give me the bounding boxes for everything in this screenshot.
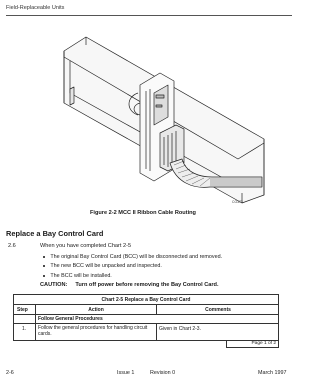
footer-date: March 1997 bbox=[258, 370, 287, 376]
caution-note bbox=[40, 282, 219, 288]
footer-issue: Issue 1 bbox=[117, 370, 135, 376]
running-header: Field-Replaceable Units bbox=[6, 5, 65, 11]
header-rule bbox=[6, 15, 292, 16]
bullet-list bbox=[43, 252, 222, 281]
procedure-table bbox=[13, 294, 279, 341]
bullet-icon bbox=[43, 275, 45, 277]
figure-caption: Figure 2-2 MCC II Ribbon Cable Routing bbox=[90, 210, 196, 216]
bullet-icon bbox=[43, 256, 45, 258]
list-item: The BCC will be installed. bbox=[43, 271, 222, 281]
paragraph-intro: When you have completed Chart 2-5 bbox=[40, 243, 132, 249]
figure-code: CG373 bbox=[232, 200, 243, 204]
column-header-action: Action bbox=[88, 306, 104, 313]
page-counter: Page 1 of 2 bbox=[226, 340, 279, 348]
list-item: The new BCC will be unpacked and inspected. bbox=[43, 262, 222, 272]
table-title: Chart 2-5 Replace a Bay Control Card bbox=[101, 296, 191, 303]
bullet-icon bbox=[43, 265, 45, 267]
table-header-row bbox=[14, 305, 278, 315]
group-heading: Follow General Procedures bbox=[38, 316, 103, 322]
step-comments: Given in Chart 2-3. bbox=[159, 326, 201, 332]
footer-page-number: 2-6 bbox=[6, 370, 14, 376]
column-header-comments: Comments bbox=[205, 306, 231, 313]
step-action: Follow the general procedures for handling circuit cards. bbox=[38, 325, 148, 337]
step-number: 1. bbox=[22, 326, 27, 332]
table-row bbox=[14, 324, 278, 341]
table-group-row bbox=[14, 315, 278, 324]
paragraph-number: 2.6 bbox=[8, 243, 16, 249]
table-title-row bbox=[14, 295, 278, 305]
column-header-step: Step bbox=[17, 306, 28, 313]
ribbon-cable-illustration bbox=[60, 33, 270, 207]
caution-text: Turn off power before removing the Bay Control Card. bbox=[75, 282, 219, 288]
section-title: Replace a Bay Control Card bbox=[6, 229, 104, 238]
footer-revision: Revision 0 bbox=[150, 370, 176, 376]
list-item: The original Bay Control Card (BCC) will be disconnected and removed. bbox=[43, 252, 222, 262]
caution-label: CAUTION: bbox=[40, 282, 68, 288]
